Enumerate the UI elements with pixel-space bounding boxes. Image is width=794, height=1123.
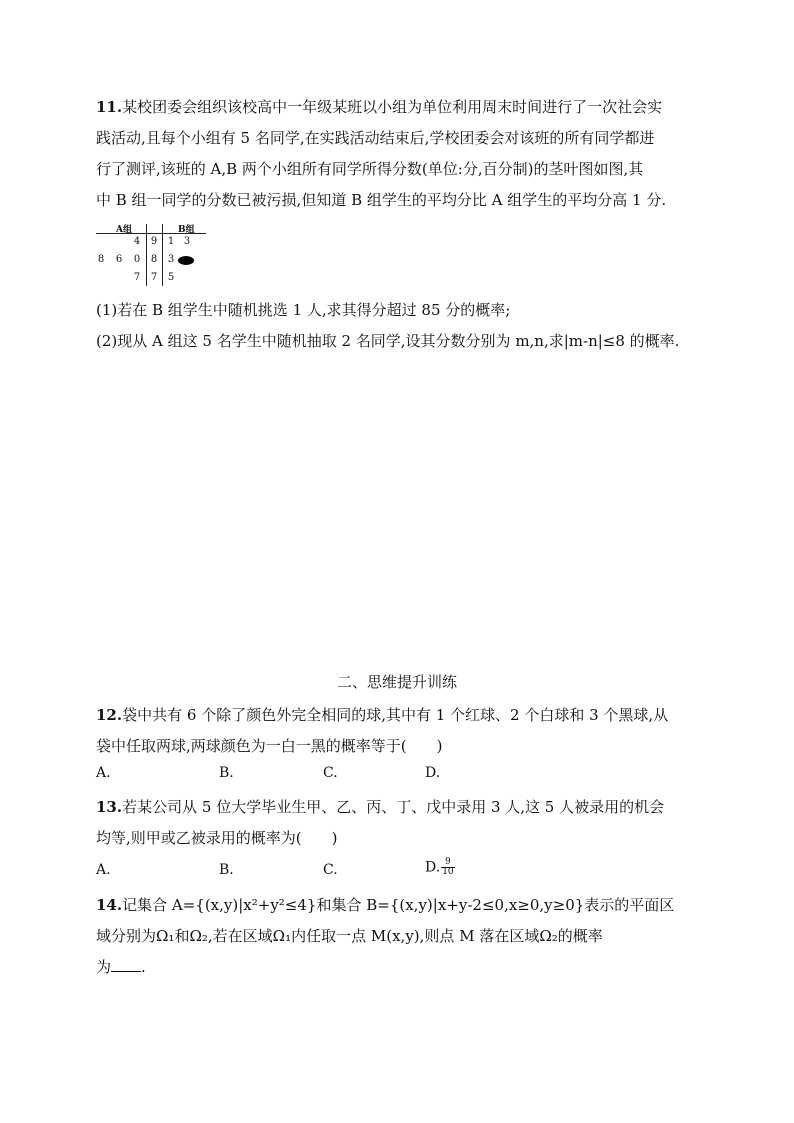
smudged-score-blot bbox=[178, 256, 194, 265]
option-d[interactable]: D. bbox=[425, 765, 441, 781]
question-11-parts bbox=[96, 295, 706, 357]
option-b[interactable]: B. bbox=[219, 862, 234, 878]
question-text: 践活动,且每个小组有 5 名同学,在实践活动结束后,学校团委会对该班的所有同学都进 bbox=[96, 129, 655, 147]
fraction-numerator: 9 bbox=[441, 858, 454, 868]
question-number: 11. bbox=[96, 98, 123, 116]
leaf-b: 3 bbox=[167, 254, 175, 265]
stem-divider-left bbox=[146, 224, 147, 286]
question-text: 域分别为Ω₁和Ω₂,若在区域Ω₁内任取一点 M(x,y),则点 M 落在区域Ω₂的概率 bbox=[96, 927, 603, 945]
leaf-a: 8 bbox=[97, 254, 105, 265]
option-d[interactable]: D. $\frac{9}{10}$ bbox=[425, 857, 454, 877]
question-text: 行了测评,该班的 A,B 两个小组所有同学所得分数(单位:分,百分制)的茎叶图如图,其 bbox=[96, 160, 644, 178]
leaf-b: 3 bbox=[183, 236, 191, 247]
question-11 bbox=[96, 92, 706, 216]
leaf-b: 5 bbox=[167, 272, 175, 283]
option-b[interactable]: B. bbox=[219, 765, 234, 781]
section-title: 二、思维提升训练 bbox=[336, 673, 457, 691]
question-number: 12. bbox=[96, 706, 123, 724]
answer-blank[interactable] bbox=[111, 957, 141, 972]
question-text: 某校团委会组织该校高中一年级某班以小组为单位利用周末时间进行了一次社会实 bbox=[122, 98, 663, 116]
option-d-fraction bbox=[441, 858, 454, 877]
question-number: 14. bbox=[96, 896, 123, 914]
leaf-a: 7 bbox=[133, 272, 141, 283]
option-a[interactable]: A. bbox=[96, 765, 111, 781]
question-text: . bbox=[141, 958, 146, 976]
stem: 7 bbox=[150, 272, 158, 283]
question-text: 中 B 组一同学的分数已被污损,但知道 B 组学生的平均分比 A 组学生的平均分高 1 分. bbox=[96, 191, 667, 209]
stem-divider-right bbox=[162, 224, 163, 286]
question-12 bbox=[96, 700, 706, 762]
question-text: 均等,则甲或乙被录用的概率为( ) bbox=[96, 829, 338, 847]
leaf-a: 0 bbox=[133, 254, 141, 265]
group-b-header: B组 bbox=[178, 225, 195, 235]
question-13 bbox=[96, 792, 706, 854]
stem: 9 bbox=[150, 236, 158, 247]
header-rule bbox=[96, 233, 206, 234]
fraction-denominator: 10 bbox=[442, 867, 454, 877]
stem-leaf-plot bbox=[96, 222, 216, 288]
leaf-a: 6 bbox=[115, 254, 123, 265]
question-text: 若某公司从 5 位大学毕业生甲、乙、丙、丁、戊中录用 3 人,这 5 人被录用的机会 bbox=[122, 798, 665, 816]
question-number: 13. bbox=[96, 798, 123, 816]
leaf-b: 1 bbox=[167, 236, 175, 247]
question-text: 袋中共有 6 个除了颜色外完全相同的球,其中有 1 个红球、2 个白球和 3 个黑球,从 bbox=[122, 706, 669, 724]
group-a-header: A组 bbox=[116, 225, 132, 235]
question-text: 袋中任取两球,两球颜色为一白一黑的概率等于( ) bbox=[96, 737, 443, 755]
option-c[interactable]: C. bbox=[323, 862, 338, 878]
option-c[interactable]: C. bbox=[323, 765, 338, 781]
leaf-a: 4 bbox=[133, 236, 141, 247]
sub-question-1: (1)若在 B 组学生中随机挑选 1 人,求其得分超过 85 分的概率; bbox=[96, 301, 511, 319]
option-a[interactable]: A. bbox=[96, 862, 111, 878]
question-14 bbox=[96, 890, 706, 983]
stem: 8 bbox=[150, 254, 158, 265]
question-text: 为 bbox=[96, 958, 112, 976]
question-text: 记集合 A={(x,y)|x²+y²≤4}和集合 B={(x,y)|x+y-2≤0,x≥0,y≥0}表示的平面区 bbox=[122, 896, 675, 914]
sub-question-2: (2)现从 A 组这 5 名学生中随机抽取 2 名同学,设其分数分别为 m,n,求|m-n|≤8 的概率. bbox=[96, 332, 680, 350]
